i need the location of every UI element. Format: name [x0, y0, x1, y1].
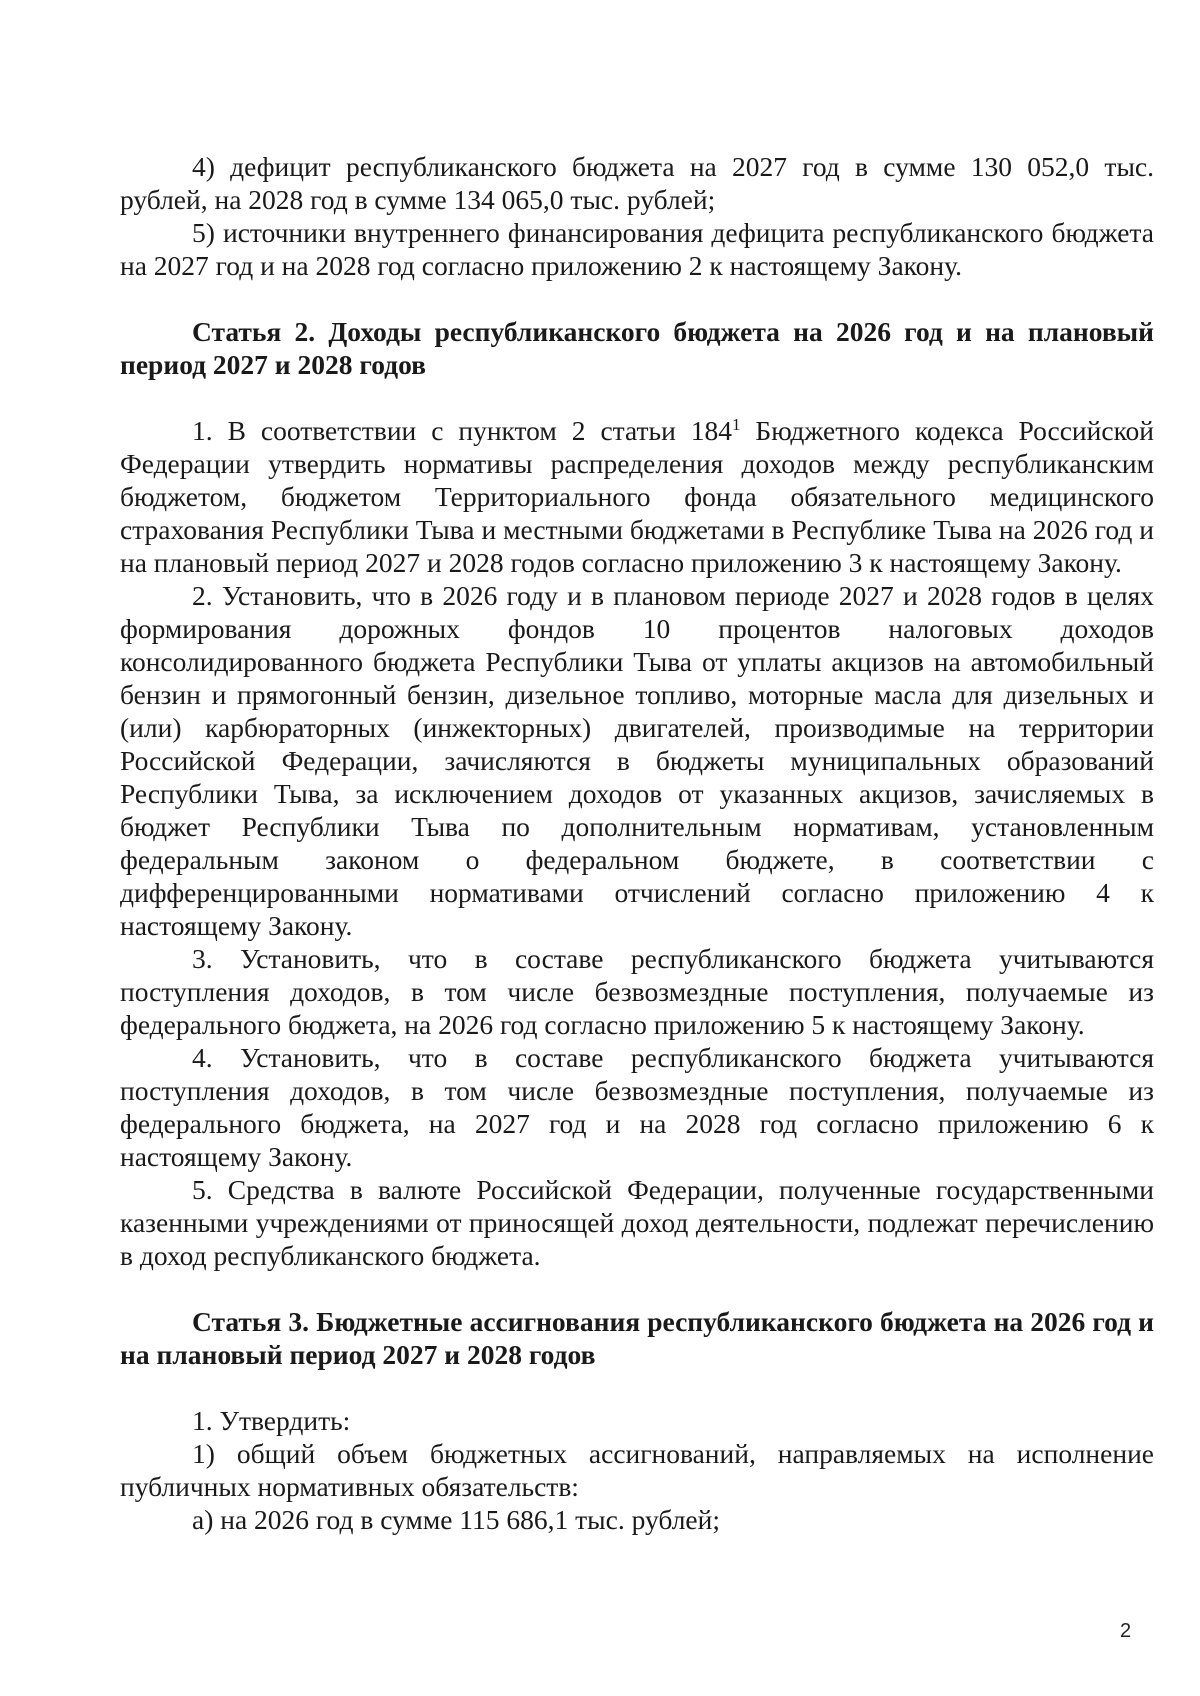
article-3-paragraph-1: 1. Утвердить: — [192, 1405, 351, 1436]
article-2-paragraph-3: 3. Установить, что в составе республиканского бюджета учитываются поступления доходов, в том числе безвозмездные поступления, получаемые из федерального бюджета, на 2026 год согласно приложению 5 к настоящему Закону. — [120, 943, 1154, 1040]
article-2-paragraph-1-text-start: 1. В соответствии с пунктом 2 статьи 184 — [192, 415, 732, 446]
article-2-heading: Статья 2. Доходы республиканского бюджета на 2026 год и на плановый период 2027 и 2028 годов — [120, 316, 1154, 380]
article-2-paragraph-2: 2. Установить, что в 2026 году и в плановом периоде 2027 и 2028 годов в целях формирования дорожных фондов 10 процентов налоговых доходов консолидированного бюджета Республики Тыва от уплаты акцизов на автомобильный бензин и прямогонный бензин, дизельное топливо, моторные масла для дизельных и (или) карбюраторных (инжекторных) двигателей, производимые на территории Российской Федерации, зачисляются в бюджеты муниципальных образований Республики Тыва, за исключением доходов от указанных акцизов, зачисляемых в бюджет Республики Тыва по дополнительным нормативам, установленным федеральным законом о федеральном бюджете, в соответствии с дифференцированными нормативами отчислений согласно приложению 4 к настоящему Закону. — [120, 580, 1154, 941]
article-2-paragraph-4: 4. Установить, что в составе республиканского бюджета учитываются поступления доходов, в том числе безвозмездные поступления, получаемые из федерального бюджета, на 2027 год и на 2028 год согласно приложению 6 к настоящему Закону. — [120, 1042, 1154, 1172]
article-3-paragraph-2: 1) общий объем бюджетных ассигнований, направляемых на исполнение публичных нормативных обязательств: — [120, 1438, 1154, 1502]
article-2-paragraph-1 — [120, 414, 1154, 579]
page-number: 2 — [1120, 1620, 1132, 1642]
article-2-paragraph-1-superscript: 1 — [731, 414, 741, 434]
paragraph-deficit-item-4: 4) дефицит республиканского бюджета на 2027 год в сумме 130 052,0 тыс. рублей, на 2028 год в сумме 134 065,0 тыс. рублей; — [120, 151, 1154, 215]
article-2-paragraph-5: 5. Средства в валюте Российской Федерации, полученные государственными казенными учреждениями от приносящей доход деятельности, подлежат перечислению в доход республиканского бюджета. — [120, 1174, 1154, 1271]
article-3-heading: Статья 3. Бюджетные ассигнования республиканского бюджета на 2026 год и на плановый период 2027 и 2028 годов — [120, 1306, 1154, 1370]
article-3-paragraph-3: а) на 2026 год в сумме 115 686,1 тыс. рублей; — [192, 1504, 720, 1535]
paragraph-financing-sources-item-5: 5) источники внутреннего финансирования дефицита республиканского бюджета на 2027 год и на 2028 год согласно приложению 2 к настоящему Закону. — [120, 217, 1154, 281]
document-page — [120, 150, 1154, 1536]
article-2-paragraph-1-text-end: Бюджетного кодекса Российской Федерации утвердить нормативы распределения доходов между республиканским бюджетом, бюджетом Территориального фонда обязательного медицинского страхования Республики Тыва и местными бюджетами в Республике Тыва на 2026 год и на плановый период 2027 и 2028 годов согласно приложению 3 к настоящему Закону. — [120, 415, 1154, 578]
